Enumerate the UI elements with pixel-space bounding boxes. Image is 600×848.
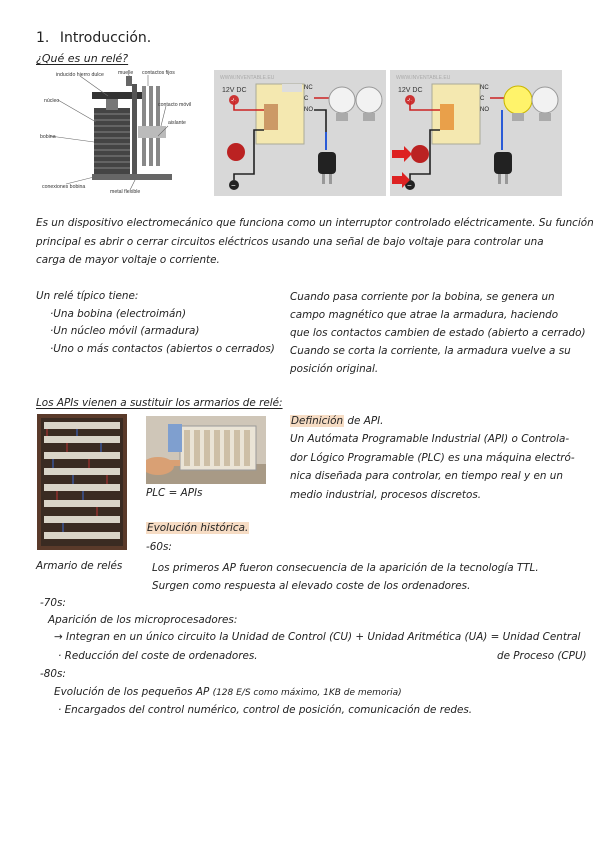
decade-60s-label: -60s: <box>146 541 172 553</box>
decade-70s-subtitle: Aparición de los microprocesadores: <box>48 614 238 626</box>
circuit-off <box>214 70 386 196</box>
label-armature: inducido hierro dulce <box>56 72 104 78</box>
decade-70s-item-1 <box>54 631 580 643</box>
text-line: posición original. <box>290 363 379 375</box>
plc-caption: PLC = APIs <box>146 487 203 499</box>
svg-text:−: − <box>231 181 236 190</box>
list-item: ·Una bobina (electroimán) <box>50 307 187 320</box>
relay-coil-icon <box>440 104 454 130</box>
typical-relay-list <box>36 288 275 358</box>
section-heading <box>36 30 151 46</box>
bulb-icon <box>329 87 355 113</box>
push-button-icon <box>227 143 245 161</box>
svg-text:NC: NC <box>480 85 489 91</box>
arrow-icon: → <box>54 631 63 643</box>
relay-coil-icon <box>264 104 278 130</box>
decade-70s-item-1-continued: de Proceso (CPU) <box>497 650 587 662</box>
text-line: medio industrial, procesos discretos. <box>290 488 482 501</box>
label-spring: muelle <box>118 70 134 76</box>
plc-module <box>168 424 182 452</box>
svg-text:WWW.INVENTABLE.EU: WWW.INVENTABLE.EU <box>396 75 451 81</box>
relay-question: ¿Qué es un relé? <box>36 52 129 65</box>
list-title: Un relé típico tiene: <box>36 290 139 302</box>
voltage-label: 12V DC <box>222 87 247 94</box>
text-line: Los primeros AP fueron consecuencia de la aparición de la tecnología TTL. <box>152 562 539 574</box>
push-button-icon <box>411 145 429 163</box>
decade-70s-item-2: · Reducción del coste de ordenadores. <box>58 650 258 662</box>
apis-heading: Los APIs vienen a sustituir los armarios de relé: <box>36 397 283 409</box>
text-line: Cuando se corta la corriente, la armadura vuelve a su <box>290 345 571 357</box>
history-title-text: Evolución histórica. <box>147 522 249 534</box>
definition-title-rest: de API. <box>344 415 384 427</box>
coil-body <box>94 108 130 174</box>
decade-60s-text <box>152 559 539 595</box>
decade-80s-subtitle <box>54 686 402 698</box>
text-line: Cuando pasa corriente por la bobina, se genera un <box>290 291 555 303</box>
cabinet-caption: Armario de relés <box>36 560 123 572</box>
definition-heading <box>290 412 575 430</box>
definition-block <box>290 412 575 504</box>
label-insulator: aislante <box>168 120 186 126</box>
circuit-on <box>390 70 562 196</box>
subtitle-main: Evolución de los pequeños AP <box>54 686 210 698</box>
label-coil: bobina <box>40 134 56 140</box>
text-line: Surgen como respuesta al elevado coste de los ordenadores. <box>152 580 471 592</box>
history-title <box>146 522 249 534</box>
relay-box <box>432 84 480 144</box>
relay-box <box>256 84 304 144</box>
svg-text:WWW.INVENTABLE.EU: WWW.INVENTABLE.EU <box>220 75 275 81</box>
item-text: Integran en un único circuito la Unidad de Control (CU) + Unidad Aritmética (UA) = Unidad Central <box>66 631 581 643</box>
lit-bulb-icon <box>504 86 532 114</box>
decade-80s-item: · Encargados del control numérico, control de posición, comunicación de redes. <box>58 704 473 716</box>
svg-text:C: C <box>480 96 485 102</box>
relay-cabinet-photo <box>37 414 127 550</box>
subtitle-small: (128 E/S como máximo, 1KB de memoria) <box>212 688 402 698</box>
section-number: 1. <box>36 30 50 46</box>
plc-photo <box>146 416 266 484</box>
intro-paragraph <box>36 214 594 270</box>
voltage-label: 12V DC <box>398 87 423 94</box>
list-item: ·Uno o más contactos (abiertos o cerrados) <box>50 342 275 355</box>
svg-text:C: C <box>304 96 309 102</box>
text-line: que los contactos cambien de estado (abierto a cerrado) <box>290 327 586 339</box>
decade-80s-label: -80s: <box>40 668 66 680</box>
text-line: Es un dispositivo electromecánico que funciona como un interruptor controlado eléctricamente. Su función <box>36 217 594 229</box>
text-line: principal es abrir o cerrar circuitos eléctricos usando una señal de bajo voltaje para controlar una <box>36 235 544 248</box>
text-line: campo magnético que atrae la armadura, haciendo <box>290 309 559 321</box>
plug-icon <box>494 152 512 174</box>
svg-text:−: − <box>407 181 412 190</box>
bulb-icon <box>532 87 558 113</box>
svg-text:NO: NO <box>480 107 489 113</box>
plug-icon <box>318 152 336 174</box>
label-fixed-contacts: contactos fijos <box>142 70 175 76</box>
svg-text:+: + <box>231 96 236 105</box>
text-line: dor Lógico Programable (PLC) es una máquina electró- <box>290 451 575 464</box>
bulb-icon <box>356 87 382 113</box>
svg-text:NO: NO <box>304 107 313 113</box>
label-moving-contact: contacto móvil <box>158 102 192 108</box>
text-line: carga de mayor voltaje o corriente. <box>36 254 220 266</box>
svg-text:+: + <box>407 96 412 105</box>
label-flexible-metal: metal flexible <box>110 189 141 194</box>
text-line: Un Autómata Programable Industrial (API) o Controla- <box>290 433 570 446</box>
label-coil-connections: conexiones bobina <box>42 184 86 190</box>
section-title: Introducción. <box>59 30 152 46</box>
definition-title: Definición <box>291 415 344 427</box>
decade-70s-label: -70s: <box>40 597 66 609</box>
label-core: núcleo <box>44 98 60 104</box>
operation-text <box>290 288 586 378</box>
relay-diagram <box>36 66 196 194</box>
svg-text:NC: NC <box>304 85 313 91</box>
list-item: ·Un núcleo móvil (armadura) <box>50 325 200 337</box>
text-line: nica diseñada para controlar, en tiempo real y en un <box>290 470 563 483</box>
